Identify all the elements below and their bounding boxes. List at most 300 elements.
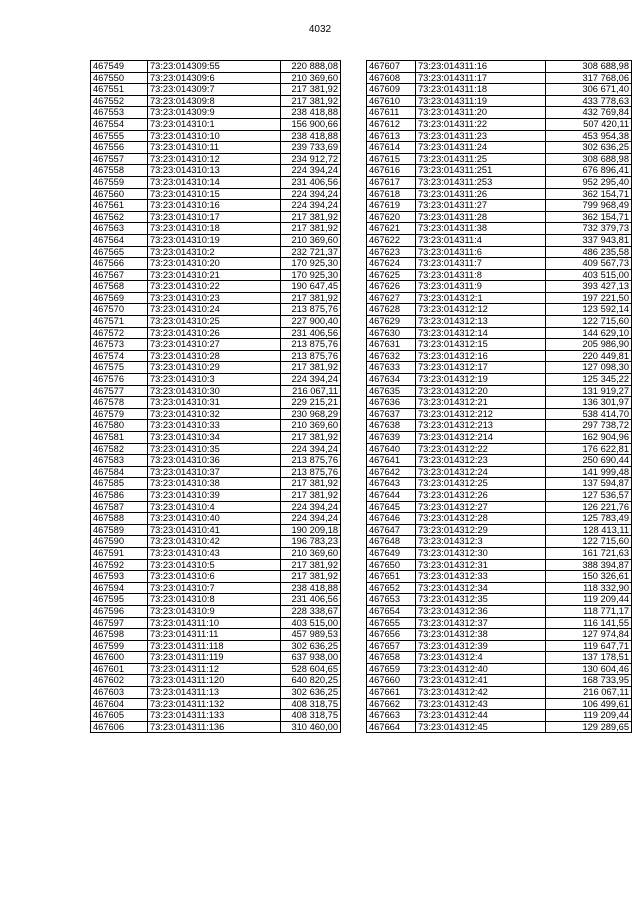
row-id-cell: 467603 <box>91 687 148 699</box>
table-row <box>91 130 341 142</box>
cadastral-number-cell: 73:23:014309:7 <box>148 84 281 96</box>
cadastral-number-cell: 73:23:014312:212 <box>416 408 546 420</box>
row-id-cell: 467582 <box>91 443 148 455</box>
cadastral-number-cell: 73:23:014310:5 <box>148 559 281 571</box>
table-row <box>91 304 341 316</box>
value-cell: 217 381,92 <box>281 559 341 571</box>
row-id-cell: 467551 <box>91 84 148 96</box>
table-row <box>367 559 632 571</box>
value-cell: 119 209,44 <box>546 594 632 606</box>
row-id-cell: 467608 <box>367 72 416 84</box>
value-cell: 231 406,56 <box>281 594 341 606</box>
cadastral-number-cell: 73:23:014310:33 <box>148 420 281 432</box>
table-row <box>91 710 341 722</box>
value-cell: 220 888,08 <box>281 61 341 73</box>
value-cell: 238 418,88 <box>281 107 341 119</box>
cadastral-number-cell: 73:23:014311:120 <box>148 675 281 687</box>
row-id-cell: 467653 <box>367 594 416 606</box>
row-id-cell: 467588 <box>91 513 148 525</box>
cadastral-number-cell: 73:23:014311:4 <box>416 234 546 246</box>
cadastral-number-cell: 73:23:014312:40 <box>416 663 546 675</box>
cadastral-number-cell: 73:23:014311:118 <box>148 640 281 652</box>
table-row <box>367 663 632 675</box>
value-cell: 250 690,44 <box>546 455 632 467</box>
value-cell: 125 783,49 <box>546 513 632 525</box>
cadastral-number-cell: 73:23:014310:40 <box>148 513 281 525</box>
row-id-cell: 467581 <box>91 432 148 444</box>
value-cell: 224 394,24 <box>281 374 341 386</box>
row-id-cell: 467570 <box>91 304 148 316</box>
value-cell: 302 636,25 <box>546 142 632 154</box>
cadastral-number-cell: 73:23:014310:39 <box>148 489 281 501</box>
value-cell: 228 338,67 <box>281 605 341 617</box>
cadastral-number-cell: 73:23:014311:253 <box>416 176 546 188</box>
row-id-cell: 467606 <box>91 721 148 733</box>
value-cell: 118 332,90 <box>546 582 632 594</box>
value-cell: 131 919,27 <box>546 385 632 397</box>
value-cell: 432 769,84 <box>546 107 632 119</box>
cadastral-number-cell: 73:23:014311:22 <box>416 118 546 130</box>
cadastral-number-cell: 73:23:014312:22 <box>416 443 546 455</box>
value-cell: 129 289,65 <box>546 721 632 733</box>
cadastral-number-cell: 73:23:014311:119 <box>148 652 281 664</box>
value-cell: 732 379,73 <box>546 223 632 235</box>
row-id-cell: 467599 <box>91 640 148 652</box>
value-cell: 197 221,50 <box>546 292 632 304</box>
cadastral-number-cell: 73:23:014312:20 <box>416 385 546 397</box>
value-cell: 302 636,25 <box>281 687 341 699</box>
cadastral-number-cell: 73:23:014310:35 <box>148 443 281 455</box>
table-row <box>367 478 632 490</box>
value-cell: 297 738,72 <box>546 420 632 432</box>
value-cell: 239 733,69 <box>281 142 341 154</box>
value-cell: 217 381,92 <box>281 292 341 304</box>
cadastral-number-cell: 73:23:014312:36 <box>416 605 546 617</box>
value-cell: 106 499,61 <box>546 698 632 710</box>
row-id-cell: 467637 <box>367 408 416 420</box>
table-row <box>91 536 341 548</box>
table-row <box>367 339 632 351</box>
row-id-cell: 467641 <box>367 455 416 467</box>
row-id-cell: 467617 <box>367 176 416 188</box>
cadastral-number-cell: 73:23:014312:45 <box>416 721 546 733</box>
table-row <box>91 258 341 270</box>
table-row <box>91 629 341 641</box>
table-row <box>367 687 632 699</box>
row-id-cell: 467568 <box>91 281 148 293</box>
value-cell: 224 394,24 <box>281 165 341 177</box>
row-id-cell: 467639 <box>367 432 416 444</box>
value-cell: 217 381,92 <box>281 223 341 235</box>
row-id-cell: 467560 <box>91 188 148 200</box>
table-row <box>367 640 632 652</box>
cadastral-number-cell: 73:23:014310:28 <box>148 350 281 362</box>
row-id-cell: 467624 <box>367 258 416 270</box>
row-id-cell: 467626 <box>367 281 416 293</box>
row-id-cell: 467610 <box>367 95 416 107</box>
row-id-cell: 467655 <box>367 617 416 629</box>
table-row <box>367 397 632 409</box>
row-id-cell: 467573 <box>91 339 148 351</box>
value-cell: 224 394,24 <box>281 200 341 212</box>
cadastral-number-cell: 73:23:014312:31 <box>416 559 546 571</box>
table-row <box>91 61 341 73</box>
value-cell: 388 394,87 <box>546 559 632 571</box>
value-cell: 176 622,81 <box>546 443 632 455</box>
right-table <box>366 60 632 733</box>
row-id-cell: 467642 <box>367 466 416 478</box>
cadastral-number-cell: 73:23:014310:14 <box>148 176 281 188</box>
cadastral-number-cell: 73:23:014311:27 <box>416 200 546 212</box>
row-id-cell: 467602 <box>91 675 148 687</box>
table-row <box>367 72 632 84</box>
cadastral-number-cell: 73:23:014310:13 <box>148 165 281 177</box>
row-id-cell: 467609 <box>367 84 416 96</box>
cadastral-number-cell: 73:23:014312:213 <box>416 420 546 432</box>
table-row <box>91 188 341 200</box>
cadastral-number-cell: 73:23:014311:16 <box>416 61 546 73</box>
table-row <box>367 61 632 73</box>
row-id-cell: 467611 <box>367 107 416 119</box>
table-row <box>367 316 632 328</box>
cadastral-number-cell: 73:23:014309:9 <box>148 107 281 119</box>
cadastral-number-cell: 73:23:014311:133 <box>148 710 281 722</box>
value-cell: 799 968,49 <box>546 200 632 212</box>
value-cell: 217 381,92 <box>281 571 341 583</box>
row-id-cell: 467598 <box>91 629 148 641</box>
table-row <box>91 513 341 525</box>
table-row <box>367 536 632 548</box>
row-id-cell: 467638 <box>367 420 416 432</box>
value-cell: 168 733,95 <box>546 675 632 687</box>
cadastral-number-cell: 73:23:014311:17 <box>416 72 546 84</box>
table-row <box>367 675 632 687</box>
value-cell: 230 968,29 <box>281 408 341 420</box>
cadastral-number-cell: 73:23:014311:11 <box>148 629 281 641</box>
row-id-cell: 467555 <box>91 130 148 142</box>
row-id-cell: 467649 <box>367 547 416 559</box>
table-row <box>367 385 632 397</box>
cadastral-number-cell: 73:23:014311:8 <box>416 269 546 281</box>
cadastral-number-cell: 73:23:014312:38 <box>416 629 546 641</box>
table-row <box>367 605 632 617</box>
table-row <box>367 408 632 420</box>
cadastral-number-cell: 73:23:014310:1 <box>148 118 281 130</box>
value-cell: 205 986,90 <box>546 339 632 351</box>
value-cell: 308 688,98 <box>546 61 632 73</box>
cadastral-number-cell: 73:23:014311:25 <box>416 153 546 165</box>
value-cell: 238 418,88 <box>281 130 341 142</box>
table-row <box>367 710 632 722</box>
table-row <box>367 571 632 583</box>
cadastral-number-cell: 73:23:014310:21 <box>148 269 281 281</box>
value-cell: 220 449,81 <box>546 350 632 362</box>
row-id-cell: 467569 <box>91 292 148 304</box>
cadastral-number-cell: 73:23:014310:17 <box>148 211 281 223</box>
row-id-cell: 467648 <box>367 536 416 548</box>
value-cell: 234 912,72 <box>281 153 341 165</box>
cadastral-number-cell: 73:23:014310:8 <box>148 594 281 606</box>
value-cell: 453 954,38 <box>546 130 632 142</box>
cadastral-number-cell: 73:23:014312:27 <box>416 501 546 513</box>
cadastral-number-cell: 73:23:014312:16 <box>416 350 546 362</box>
value-cell: 302 636,25 <box>281 640 341 652</box>
value-cell: 217 381,92 <box>281 478 341 490</box>
table-row <box>367 501 632 513</box>
value-cell: 952 295,40 <box>546 176 632 188</box>
cadastral-number-cell: 73:23:014312:37 <box>416 617 546 629</box>
table-row <box>91 223 341 235</box>
cadastral-number-cell: 73:23:014310:22 <box>148 281 281 293</box>
row-id-cell: 467594 <box>91 582 148 594</box>
value-cell: 156 900,66 <box>281 118 341 130</box>
value-cell: 640 820,25 <box>281 675 341 687</box>
cadastral-number-cell: 73:23:014312:1 <box>416 292 546 304</box>
value-cell: 306 671,40 <box>546 84 632 96</box>
table-row <box>91 455 341 467</box>
row-id-cell: 467621 <box>367 223 416 235</box>
cadastral-number-cell: 73:23:014310:2 <box>148 246 281 258</box>
cadastral-number-cell: 73:23:014312:4 <box>416 652 546 664</box>
cadastral-number-cell: 73:23:014310:11 <box>148 142 281 154</box>
value-cell: 362 154,71 <box>546 188 632 200</box>
cadastral-number-cell: 73:23:014312:21 <box>416 397 546 409</box>
cadastral-number-cell: 73:23:014311:12 <box>148 663 281 675</box>
cadastral-number-cell: 73:23:014312:30 <box>416 547 546 559</box>
table-row <box>91 142 341 154</box>
value-cell: 216 067,11 <box>546 687 632 699</box>
cadastral-number-cell: 73:23:014310:6 <box>148 571 281 583</box>
table-row <box>367 455 632 467</box>
cadastral-number-cell: 73:23:014310:32 <box>148 408 281 420</box>
value-cell: 676 896,41 <box>546 165 632 177</box>
value-cell: 127 098,30 <box>546 362 632 374</box>
value-cell: 224 394,24 <box>281 513 341 525</box>
table-row <box>91 211 341 223</box>
value-cell: 137 178,51 <box>546 652 632 664</box>
value-cell: 127 974,84 <box>546 629 632 641</box>
cadastral-number-cell: 73:23:014311:38 <box>416 223 546 235</box>
row-id-cell: 467561 <box>91 200 148 212</box>
row-id-cell: 467562 <box>91 211 148 223</box>
cadastral-number-cell: 73:23:014310:18 <box>148 223 281 235</box>
cadastral-number-cell: 73:23:014312:43 <box>416 698 546 710</box>
value-cell: 213 875,76 <box>281 455 341 467</box>
cadastral-number-cell: 73:23:014310:20 <box>148 258 281 270</box>
cadastral-number-cell: 73:23:014310:25 <box>148 316 281 328</box>
table-row <box>91 721 341 733</box>
row-id-cell: 467654 <box>367 605 416 617</box>
row-id-cell: 467613 <box>367 130 416 142</box>
table-row <box>367 200 632 212</box>
table-row <box>91 176 341 188</box>
value-cell: 213 875,76 <box>281 350 341 362</box>
cadastral-number-cell: 73:23:014311:18 <box>416 84 546 96</box>
value-cell: 229 215,21 <box>281 397 341 409</box>
row-id-cell: 467601 <box>91 663 148 675</box>
table-row <box>91 327 341 339</box>
table-row <box>91 559 341 571</box>
table-row <box>91 698 341 710</box>
table-row <box>91 153 341 165</box>
value-cell: 213 875,76 <box>281 304 341 316</box>
row-id-cell: 467627 <box>367 292 416 304</box>
table-row <box>367 721 632 733</box>
value-cell: 231 406,56 <box>281 176 341 188</box>
table-row <box>91 385 341 397</box>
table-row <box>91 524 341 536</box>
table-row <box>367 617 632 629</box>
cadastral-number-cell: 73:23:014310:9 <box>148 605 281 617</box>
cadastral-number-cell: 73:23:014312:3 <box>416 536 546 548</box>
row-id-cell: 467634 <box>367 374 416 386</box>
cadastral-number-cell: 73:23:014312:29 <box>416 524 546 536</box>
table-row <box>367 629 632 641</box>
row-id-cell: 467593 <box>91 571 148 583</box>
value-cell: 457 989,53 <box>281 629 341 641</box>
cadastral-number-cell: 73:23:014312:42 <box>416 687 546 699</box>
cadastral-number-cell: 73:23:014312:28 <box>416 513 546 525</box>
cadastral-number-cell: 73:23:014311:20 <box>416 107 546 119</box>
row-id-cell: 467632 <box>367 350 416 362</box>
cadastral-number-cell: 73:23:014312:23 <box>416 455 546 467</box>
value-cell: 408 318,75 <box>281 698 341 710</box>
value-cell: 128 413,11 <box>546 524 632 536</box>
value-cell: 409 567,73 <box>546 258 632 270</box>
row-id-cell: 467612 <box>367 118 416 130</box>
table-row <box>367 153 632 165</box>
row-id-cell: 467580 <box>91 420 148 432</box>
cadastral-number-cell: 73:23:014310:19 <box>148 234 281 246</box>
row-id-cell: 467587 <box>91 501 148 513</box>
row-id-cell: 467661 <box>367 687 416 699</box>
cadastral-number-cell: 73:23:014310:29 <box>148 362 281 374</box>
row-id-cell: 467583 <box>91 455 148 467</box>
table-row <box>91 466 341 478</box>
table-row <box>91 292 341 304</box>
table-row <box>367 84 632 96</box>
value-cell: 170 925,30 <box>281 269 341 281</box>
row-id-cell: 467592 <box>91 559 148 571</box>
cadastral-number-cell: 73:23:014310:43 <box>148 547 281 559</box>
table-row <box>91 675 341 687</box>
value-cell: 310 460,00 <box>281 721 341 733</box>
row-id-cell: 467625 <box>367 269 416 281</box>
row-id-cell: 467647 <box>367 524 416 536</box>
row-id-cell: 467567 <box>91 269 148 281</box>
cadastral-number-cell: 73:23:014312:35 <box>416 594 546 606</box>
cadastral-number-cell: 73:23:014311:23 <box>416 130 546 142</box>
page-number: 4032 <box>308 24 332 35</box>
table-row <box>367 165 632 177</box>
row-id-cell: 467596 <box>91 605 148 617</box>
cadastral-number-cell: 73:23:014310:41 <box>148 524 281 536</box>
table-row <box>367 374 632 386</box>
cadastral-number-cell: 73:23:014311:13 <box>148 687 281 699</box>
table-row <box>367 443 632 455</box>
row-id-cell: 467576 <box>91 374 148 386</box>
table-row <box>367 304 632 316</box>
table-row <box>367 582 632 594</box>
value-cell: 210 369,60 <box>281 72 341 84</box>
table-row <box>367 211 632 223</box>
table-row <box>91 489 341 501</box>
row-id-cell: 467633 <box>367 362 416 374</box>
row-id-cell: 467656 <box>367 629 416 641</box>
row-id-cell: 467572 <box>91 327 148 339</box>
cadastral-number-cell: 73:23:014310:36 <box>148 455 281 467</box>
value-cell: 119 209,44 <box>546 710 632 722</box>
cadastral-number-cell: 73:23:014312:33 <box>416 571 546 583</box>
table-row <box>91 269 341 281</box>
row-id-cell: 467559 <box>91 176 148 188</box>
row-id-cell: 467584 <box>91 466 148 478</box>
table-row <box>91 165 341 177</box>
cadastral-number-cell: 73:23:014312:19 <box>416 374 546 386</box>
row-id-cell: 467630 <box>367 327 416 339</box>
table-row <box>367 513 632 525</box>
cadastral-number-cell: 73:23:014310:16 <box>148 200 281 212</box>
value-cell: 217 381,92 <box>281 362 341 374</box>
table-row <box>91 605 341 617</box>
table-row <box>367 176 632 188</box>
row-id-cell: 467658 <box>367 652 416 664</box>
cadastral-number-cell: 73:23:014310:10 <box>148 130 281 142</box>
row-id-cell: 467651 <box>367 571 416 583</box>
left-table <box>90 60 341 733</box>
cadastral-number-cell: 73:23:014311:132 <box>148 698 281 710</box>
row-id-cell: 467553 <box>91 107 148 119</box>
value-cell: 130 604,46 <box>546 663 632 675</box>
cadastral-number-cell: 73:23:014311:28 <box>416 211 546 223</box>
table-row <box>367 524 632 536</box>
cadastral-number-cell: 73:23:014312:34 <box>416 582 546 594</box>
table-row <box>91 443 341 455</box>
table-row <box>91 200 341 212</box>
value-cell: 210 369,60 <box>281 420 341 432</box>
value-cell: 190 209,18 <box>281 524 341 536</box>
value-cell: 137 594,87 <box>546 478 632 490</box>
cadastral-number-cell: 73:23:014312:41 <box>416 675 546 687</box>
table-row <box>91 107 341 119</box>
row-id-cell: 467619 <box>367 200 416 212</box>
table-row <box>367 281 632 293</box>
cadastral-number-cell: 73:23:014310:37 <box>148 466 281 478</box>
table-row <box>91 84 341 96</box>
value-cell: 362 154,71 <box>546 211 632 223</box>
row-id-cell: 467556 <box>91 142 148 154</box>
cadastral-number-cell: 73:23:014312:13 <box>416 316 546 328</box>
table-row <box>91 339 341 351</box>
row-id-cell: 467589 <box>91 524 148 536</box>
table-row <box>367 188 632 200</box>
value-cell: 403 515,00 <box>546 269 632 281</box>
cadastral-number-cell: 73:23:014312:214 <box>416 432 546 444</box>
row-id-cell: 467578 <box>91 397 148 409</box>
cadastral-number-cell: 73:23:014309:6 <box>148 72 281 84</box>
row-id-cell: 467549 <box>91 61 148 73</box>
cadastral-number-cell: 73:23:014310:7 <box>148 582 281 594</box>
row-id-cell: 467622 <box>367 234 416 246</box>
value-cell: 210 369,60 <box>281 547 341 559</box>
value-cell: 433 778,63 <box>546 95 632 107</box>
cadastral-number-cell: 73:23:014310:38 <box>148 478 281 490</box>
value-cell: 217 381,92 <box>281 489 341 501</box>
cadastral-number-cell: 73:23:014311:9 <box>416 281 546 293</box>
row-id-cell: 467552 <box>91 95 148 107</box>
row-id-cell: 467605 <box>91 710 148 722</box>
table-row <box>367 698 632 710</box>
